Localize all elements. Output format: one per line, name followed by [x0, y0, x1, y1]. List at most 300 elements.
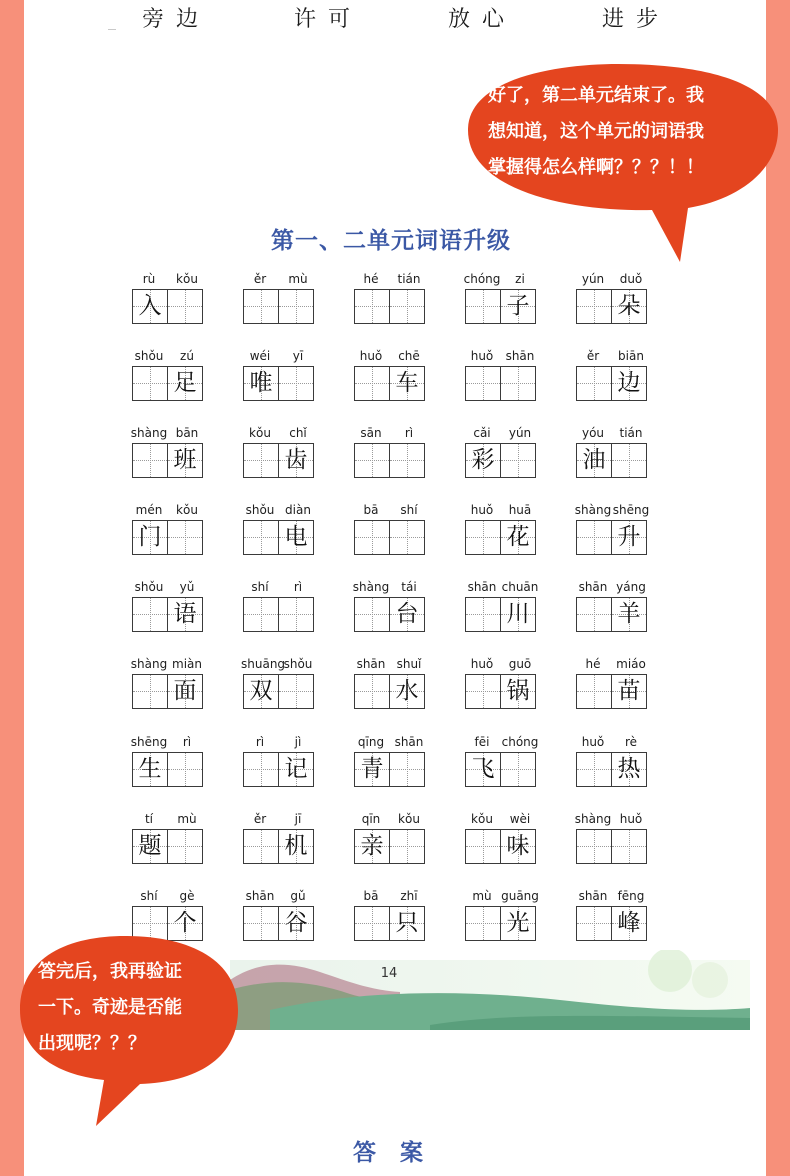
character-box[interactable]	[354, 443, 390, 478]
pinyin-row	[352, 503, 428, 519]
character	[244, 521, 278, 554]
character	[355, 675, 389, 708]
top-word: 放心	[448, 7, 517, 32]
word-cell	[463, 580, 539, 654]
pinyin-syllable: rì	[293, 580, 303, 594]
pinyin-syllable: diàn	[285, 503, 311, 517]
pinyin-syllable: hé	[585, 657, 601, 671]
character-boxes	[465, 752, 537, 787]
word-cell	[130, 735, 206, 809]
character-box[interactable]	[167, 289, 203, 324]
character	[279, 598, 313, 631]
character-boxes	[243, 906, 315, 941]
pinyin-row	[352, 889, 428, 905]
character	[168, 290, 202, 323]
character	[244, 753, 278, 786]
bubble-line: 掌握得怎么样啊？？？！！	[488, 157, 704, 178]
character-box[interactable]	[576, 520, 612, 555]
pinyin-syllable: miáo	[616, 657, 646, 671]
pinyin-row	[574, 735, 650, 751]
pinyin-row	[352, 657, 428, 673]
pinyin-row	[463, 812, 539, 828]
speech-bubble-top	[448, 50, 788, 290]
character-boxes	[132, 520, 204, 555]
character-box[interactable]	[243, 366, 279, 401]
character-box[interactable]	[465, 443, 501, 478]
character: 台	[395, 601, 419, 627]
word-cell	[241, 657, 317, 731]
character-box[interactable]	[611, 674, 647, 709]
character-box[interactable]	[167, 520, 203, 555]
character: 羊	[617, 601, 641, 627]
character	[390, 444, 424, 477]
pinyin-syllable: qīn	[361, 812, 381, 826]
character-box[interactable]	[389, 752, 425, 787]
character-boxes	[132, 443, 204, 478]
word-cell	[241, 272, 317, 346]
character-box[interactable]	[611, 520, 647, 555]
character-box[interactable]	[576, 366, 612, 401]
word-cell	[130, 426, 206, 500]
pinyin-syllable: yī	[292, 349, 304, 363]
word-cell	[130, 657, 206, 731]
character-box[interactable]	[576, 674, 612, 709]
character	[577, 367, 611, 400]
pinyin-syllable: ěr	[253, 272, 267, 286]
character-box[interactable]	[278, 520, 314, 555]
character-box[interactable]	[465, 289, 501, 324]
pinyin-syllable: huǒ	[470, 349, 494, 363]
character-boxes	[576, 597, 648, 632]
pinyin-syllable: mù	[472, 889, 492, 903]
pinyin-syllable: yún	[508, 426, 532, 440]
character: 只	[395, 910, 419, 936]
character	[355, 521, 389, 554]
character: 齿	[284, 447, 308, 473]
character: 面	[173, 678, 197, 704]
word-cell	[574, 735, 650, 809]
character	[466, 830, 500, 863]
character: 入	[138, 293, 162, 319]
pinyin-syllable: ěr	[586, 349, 600, 363]
character-box[interactable]	[500, 520, 536, 555]
pinyin-row	[241, 580, 317, 596]
character-boxes	[243, 289, 315, 324]
pinyin-syllable: zi	[515, 272, 525, 286]
character-box[interactable]	[132, 674, 168, 709]
character-box[interactable]	[500, 906, 536, 941]
character-box[interactable]	[354, 674, 390, 709]
character-box[interactable]	[354, 289, 390, 324]
character: 语	[173, 601, 197, 627]
word-cell	[574, 503, 650, 577]
character	[577, 675, 611, 708]
pinyin-syllable: tái	[401, 580, 417, 594]
character-box[interactable]	[354, 906, 390, 941]
pinyin-row	[130, 735, 206, 751]
character	[577, 753, 611, 786]
character-box[interactable]	[465, 829, 501, 864]
character	[355, 907, 389, 940]
character-box[interactable]	[611, 366, 647, 401]
character-boxes	[576, 366, 648, 401]
character-box[interactable]	[465, 906, 501, 941]
character: 唯	[249, 370, 273, 396]
character: 电	[284, 524, 308, 550]
character-boxes	[576, 752, 648, 787]
speech-bubble-bottom	[0, 916, 250, 1132]
character-box[interactable]	[465, 366, 501, 401]
character	[612, 830, 646, 863]
answer-heading: 答案	[353, 1139, 447, 1166]
character-box[interactable]	[278, 906, 314, 941]
character: 升	[617, 524, 641, 550]
character-box[interactable]	[243, 597, 279, 632]
character-box[interactable]	[389, 520, 425, 555]
character-box[interactable]	[389, 597, 425, 632]
character: 双	[249, 678, 273, 704]
character	[244, 598, 278, 631]
pinyin-syllable: shàng	[130, 657, 168, 671]
pinyin-syllable: miàn	[172, 657, 202, 671]
pinyin-row	[352, 426, 428, 442]
pinyin-syllable: mù	[288, 272, 308, 286]
character-boxes	[576, 674, 648, 709]
pinyin-syllable: tián	[397, 272, 421, 286]
character-box[interactable]	[278, 674, 314, 709]
bubble-line: 好了，第二单元结束了。我	[488, 85, 704, 106]
pinyin-syllable: shǒu	[134, 349, 164, 363]
character	[279, 290, 313, 323]
pinyin-row	[241, 349, 317, 365]
word-cell	[574, 580, 650, 654]
pinyin-row	[463, 426, 539, 442]
character-box[interactable]	[243, 674, 279, 709]
word-cell	[352, 735, 428, 809]
character-boxes	[465, 674, 537, 709]
top-word: 许可	[294, 7, 363, 32]
character-boxes	[465, 289, 537, 324]
pinyin-syllable: tí	[144, 812, 154, 826]
character-box[interactable]	[354, 520, 390, 555]
pinyin-row	[241, 657, 317, 673]
pinyin-row	[574, 580, 650, 596]
word-cell	[463, 426, 539, 500]
character-box[interactable]	[500, 443, 536, 478]
character	[279, 675, 313, 708]
character	[168, 830, 202, 863]
word-cell	[352, 580, 428, 654]
character-box[interactable]	[389, 366, 425, 401]
character-box[interactable]	[132, 829, 168, 864]
character: 机	[284, 833, 308, 859]
character-boxes	[465, 597, 537, 632]
pinyin-row	[130, 889, 206, 905]
pinyin-row	[352, 812, 428, 828]
pinyin-syllable: rè	[624, 735, 638, 749]
pinyin-syllable: huǒ	[581, 735, 605, 749]
pinyin-syllable: shān	[245, 889, 275, 903]
character	[466, 907, 500, 940]
character-box[interactable]	[243, 289, 279, 324]
pinyin-syllable: chóng	[501, 735, 539, 749]
character-box[interactable]	[167, 752, 203, 787]
word-cell	[463, 735, 539, 809]
character: 足	[173, 370, 197, 396]
word-cell	[463, 349, 539, 423]
pinyin-syllable: kǒu	[176, 503, 198, 517]
character-box[interactable]	[132, 443, 168, 478]
character	[244, 290, 278, 323]
character	[501, 753, 535, 786]
character-box[interactable]	[132, 752, 168, 787]
character-box[interactable]	[500, 597, 536, 632]
bubble-line: 想知道，这个单元的词语我	[488, 121, 704, 142]
pinyin-row	[463, 889, 539, 905]
character	[390, 830, 424, 863]
character-box[interactable]	[500, 366, 536, 401]
character: 味	[506, 833, 530, 859]
pinyin-syllable: sān	[360, 426, 382, 440]
character	[466, 290, 500, 323]
pinyin-row	[574, 426, 650, 442]
character	[355, 598, 389, 631]
pinyin-row	[352, 272, 428, 288]
character-box[interactable]	[167, 366, 203, 401]
character-boxes	[243, 752, 315, 787]
character-box[interactable]	[576, 906, 612, 941]
pinyin-row	[241, 735, 317, 751]
character: 记	[284, 756, 308, 782]
pinyin-syllable: shuǐ	[396, 657, 422, 671]
character	[577, 290, 611, 323]
character	[244, 830, 278, 863]
character-box[interactable]	[500, 829, 536, 864]
character	[501, 444, 535, 477]
character	[390, 521, 424, 554]
character-box[interactable]	[167, 443, 203, 478]
word-cell	[241, 349, 317, 423]
character-box[interactable]	[611, 752, 647, 787]
character	[133, 444, 167, 477]
character-box[interactable]	[278, 366, 314, 401]
character-box[interactable]	[611, 829, 647, 864]
character-box[interactable]	[611, 597, 647, 632]
bubble-line: 出现呢？？？	[38, 1033, 146, 1054]
character-box[interactable]	[132, 597, 168, 632]
word-cell	[352, 272, 428, 346]
character-box[interactable]	[132, 520, 168, 555]
pinyin-syllable: biān	[618, 349, 644, 363]
word-cell	[352, 812, 428, 886]
character-box[interactable]	[278, 752, 314, 787]
pinyin-row	[130, 812, 206, 828]
character	[279, 367, 313, 400]
character-box[interactable]	[132, 366, 168, 401]
word-cell	[463, 812, 539, 886]
character-boxes	[132, 829, 204, 864]
pinyin-row	[352, 349, 428, 365]
word-cell	[130, 349, 206, 423]
character: 水	[395, 678, 419, 704]
character-box[interactable]	[354, 829, 390, 864]
pinyin-row	[574, 657, 650, 673]
character-box[interactable]	[167, 829, 203, 864]
character: 热	[617, 756, 641, 782]
character-boxes	[354, 366, 426, 401]
character-boxes	[243, 520, 315, 555]
pinyin-row	[574, 812, 650, 828]
character-box[interactable]	[354, 597, 390, 632]
pinyin-syllable: shān	[356, 657, 386, 671]
character-box[interactable]	[611, 906, 647, 941]
character-box[interactable]	[465, 752, 501, 787]
character: 亲	[360, 833, 384, 859]
pinyin-syllable: chǐ	[289, 426, 307, 440]
character-boxes	[576, 906, 648, 941]
character-box[interactable]	[500, 752, 536, 787]
pinyin-syllable: qīng	[357, 735, 385, 749]
character-box[interactable]	[611, 289, 647, 324]
pinyin-row	[352, 735, 428, 751]
character-box[interactable]	[576, 829, 612, 864]
character-boxes	[354, 906, 426, 941]
pinyin-row	[463, 503, 539, 519]
character-box[interactable]	[278, 289, 314, 324]
character-box[interactable]	[500, 674, 536, 709]
pinyin-row	[241, 426, 317, 442]
pinyin-syllable: gǔ	[290, 889, 306, 903]
character-box[interactable]	[465, 597, 501, 632]
character-box[interactable]	[389, 674, 425, 709]
character	[466, 675, 500, 708]
character-boxes	[576, 520, 648, 555]
character-box[interactable]	[389, 289, 425, 324]
word-cell	[241, 580, 317, 654]
pinyin-syllable: jì	[294, 735, 302, 749]
pinyin-syllable: bā	[363, 503, 379, 517]
character-boxes	[132, 289, 204, 324]
character-box[interactable]	[354, 752, 390, 787]
pinyin-syllable: huǒ	[619, 812, 643, 826]
character: 题	[138, 833, 162, 859]
word-cell	[130, 580, 206, 654]
character-boxes	[132, 752, 204, 787]
character-boxes	[576, 443, 648, 478]
character-boxes	[576, 829, 648, 864]
pinyin-syllable: shēng	[612, 503, 650, 517]
character-box[interactable]	[500, 289, 536, 324]
character	[466, 521, 500, 554]
character-box[interactable]	[389, 829, 425, 864]
character	[390, 753, 424, 786]
character: 苗	[617, 678, 641, 704]
pinyin-syllable: shàng	[574, 812, 612, 826]
pinyin-row	[130, 580, 206, 596]
character	[466, 598, 500, 631]
character-box[interactable]	[576, 443, 612, 478]
pinyin-syllable: shān	[394, 735, 424, 749]
character-box[interactable]	[167, 674, 203, 709]
character-box[interactable]	[278, 597, 314, 632]
character: 车	[395, 370, 419, 396]
character-box[interactable]	[576, 597, 612, 632]
pinyin-row	[574, 889, 650, 905]
character	[612, 444, 646, 477]
pinyin-syllable: shān	[578, 580, 608, 594]
divider	[108, 29, 116, 30]
character: 川	[506, 601, 530, 627]
character	[501, 367, 535, 400]
pinyin-syllable: duǒ	[619, 272, 643, 286]
character	[133, 675, 167, 708]
pinyin-row	[130, 349, 206, 365]
character-box[interactable]	[243, 829, 279, 864]
character-box[interactable]	[611, 443, 647, 478]
pinyin-row	[574, 349, 650, 365]
pinyin-syllable: chóng	[463, 272, 501, 286]
pinyin-syllable: wèi	[509, 812, 531, 826]
word-cell	[352, 426, 428, 500]
character-box[interactable]	[167, 597, 203, 632]
character-box[interactable]	[389, 906, 425, 941]
character-box[interactable]	[576, 289, 612, 324]
word-cell	[463, 657, 539, 731]
page-number: 14	[380, 966, 398, 981]
top-word-strip	[24, 0, 766, 40]
character-box[interactable]	[243, 443, 279, 478]
word-cell	[574, 349, 650, 423]
character-box[interactable]	[243, 520, 279, 555]
character-boxes	[465, 443, 537, 478]
pinyin-syllable: rì	[404, 426, 414, 440]
character-box[interactable]	[465, 520, 501, 555]
character-boxes	[243, 366, 315, 401]
pinyin-syllable: shǒu	[283, 657, 313, 671]
character-box[interactable]	[278, 829, 314, 864]
character-box[interactable]	[576, 752, 612, 787]
character	[355, 444, 389, 477]
character-boxes	[354, 752, 426, 787]
word-cell	[574, 657, 650, 731]
character: 门	[138, 524, 162, 550]
character-boxes	[354, 289, 426, 324]
pinyin-syllable: gè	[179, 889, 195, 903]
pinyin-syllable: mù	[177, 812, 197, 826]
bubble-line: 一下。奇迹是否能	[38, 997, 182, 1018]
character: 峰	[617, 910, 641, 936]
character-box[interactable]	[354, 366, 390, 401]
pinyin-syllable: rì	[255, 735, 265, 749]
character-boxes	[465, 906, 537, 941]
character: 彩	[471, 447, 495, 473]
pinyin-syllable: kǒu	[398, 812, 420, 826]
character	[133, 598, 167, 631]
character-box[interactable]	[389, 443, 425, 478]
character-box[interactable]	[132, 289, 168, 324]
character: 锅	[506, 678, 530, 704]
character-box[interactable]	[243, 752, 279, 787]
word-cell	[241, 735, 317, 809]
character-box[interactable]	[278, 443, 314, 478]
character-boxes	[243, 443, 315, 478]
character	[577, 598, 611, 631]
word-cell	[352, 349, 428, 423]
word-cell	[130, 812, 206, 886]
character-boxes	[243, 674, 315, 709]
pinyin-syllable: shí	[251, 580, 269, 594]
character-box[interactable]	[465, 674, 501, 709]
